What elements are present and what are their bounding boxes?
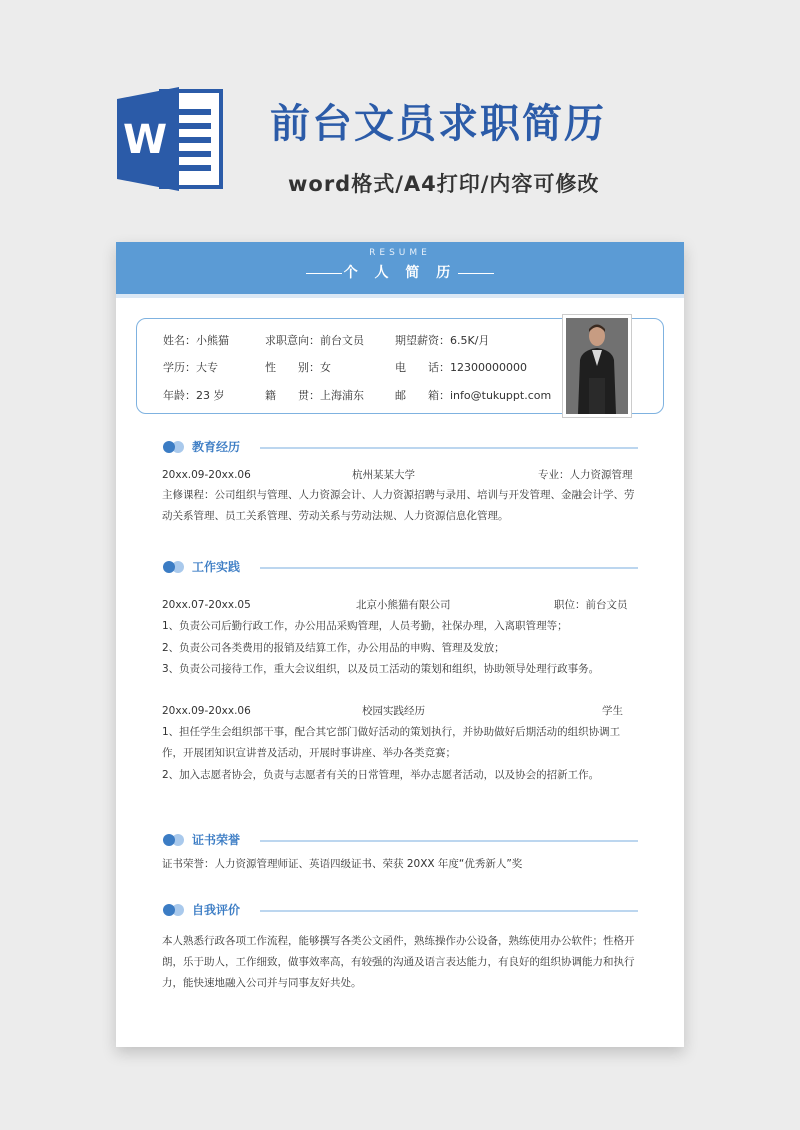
info-phone: 电 话：12300000000 (395, 361, 527, 374)
job-org: 北京小熊猫有限公司 (356, 599, 451, 611)
job-duty: 2、负责公司各类费用的报销及结算工作，办公用品的申购、管理及发放； (162, 642, 505, 654)
resume-header-cn: 个 人 简 历 (343, 265, 457, 281)
info-name: 姓名：小熊猫 (163, 334, 229, 347)
section-rule (260, 840, 638, 842)
job-role: 职位：前台文员 (554, 599, 628, 611)
section-dots-icon (162, 904, 186, 916)
profile-photo (562, 314, 632, 418)
section-title: 工作实践 (192, 560, 241, 574)
job-duty: 1、担任学生会组织部干事，配合其它部门做好活动的策划执行，并协助做好后期活动的组织协调工作，开展团知识宣讲普及活动，开展时事讲座、举办各类竞赛； (162, 726, 621, 759)
section-education (162, 439, 638, 455)
edu-period: 20xx.09-20xx.06 (162, 469, 251, 481)
section-certificates (162, 832, 638, 848)
word-icon (117, 85, 225, 193)
section-self-evaluation (162, 902, 638, 918)
section-title: 证书荣誉 (192, 833, 241, 847)
info-age: 年龄：23 岁 (163, 389, 225, 402)
job-role: 学生 (602, 705, 623, 717)
info-gender: 性 别：女 (265, 361, 331, 374)
job-duty: 2、加入志愿者协会，负责与志愿者有关的日常管理，举办志愿者活动，以及协会的招新工作。 (162, 769, 600, 781)
edu-major: 专业：人力资源管理 (538, 469, 633, 481)
resume-header-en: RESUME (369, 248, 431, 258)
section-work (162, 559, 638, 575)
job-org: 校园实践经历 (362, 705, 425, 717)
info-email: 邮 箱：info@tukuppt.com (395, 389, 552, 402)
resume-header (116, 242, 684, 294)
info-education: 学历：大专 (163, 361, 218, 374)
job-period: 20xx.09-20xx.06 (162, 705, 251, 717)
header-strip (116, 294, 684, 298)
section-dots-icon (162, 441, 186, 453)
banner-subtitle: word格式/A4打印/内容可修改 (288, 172, 600, 196)
certificates-text: 证书荣誉：人力资源管理师证、英语四级证书、荣获 20XX 年度“优秀新人”奖 (162, 858, 523, 870)
section-title: 自我评价 (192, 903, 241, 917)
info-intent: 求职意向：前台文员 (265, 334, 364, 347)
job-period: 20xx.07-20xx.05 (162, 599, 251, 611)
section-title: 教育经历 (192, 440, 241, 454)
info-salary: 期望薪资：6.5K/月 (395, 334, 490, 347)
edu-school: 杭州某某大学 (352, 469, 415, 481)
info-origin: 籍 贯：上海浦东 (265, 389, 364, 402)
banner-title: 前台文员求职简历 (270, 101, 606, 147)
job-duty: 3、负责公司接待工作，重大会议组织，以及员工活动的策划和组织，协助领导处理行政事务。 (162, 663, 600, 675)
section-dots-icon (162, 834, 186, 846)
resume-paper (116, 242, 684, 1047)
edu-courses: 主修课程：公司组织与管理、人力资源会计、人力资源招聘与录用、培训与开发管理、金融会计学、劳动关系管理、员工关系管理、劳动关系与劳动法规、人力资源信息化管理。 (162, 489, 635, 522)
section-rule (260, 567, 638, 569)
header-right-rule (458, 273, 494, 274)
job-duty: 1、负责公司后勤行政工作，办公用品采购管理，人员考勤，社保办理，入离职管理等； (162, 620, 568, 632)
section-rule (260, 910, 638, 912)
section-dots-icon (162, 561, 186, 573)
self-evaluation-text: 本人熟悉行政各项工作流程，能够撰写各类公文函件，熟练操作办公设备，熟练使用办公软件；性格开朗，乐于助人，工作细致，做事效率高，有较强的沟通及语言表达能力，有良好的组织协调能力和执行力，能快速地融入公司并与同事友好共处。 (162, 935, 635, 989)
svg-text:W: W (122, 117, 168, 163)
section-rule (260, 447, 638, 449)
